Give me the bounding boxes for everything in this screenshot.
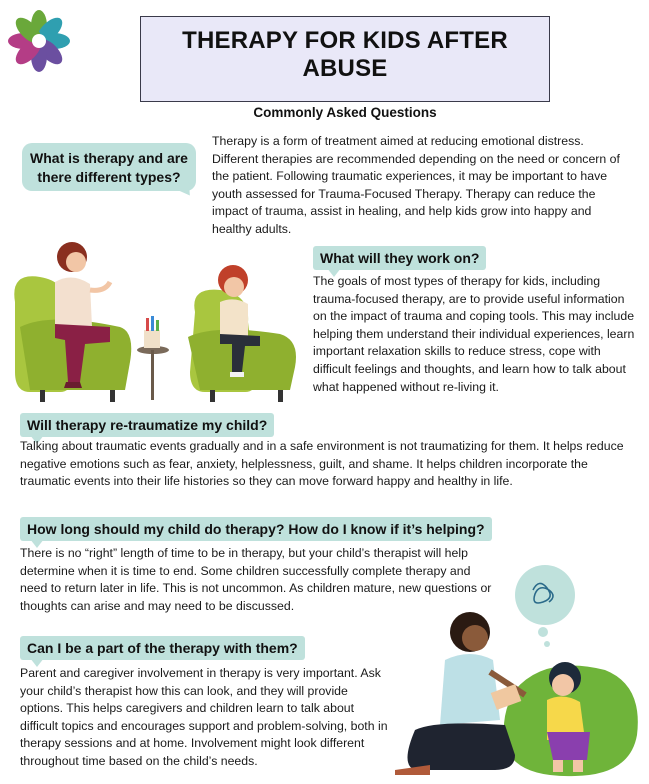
section-body-be-a-part: Parent and caregiver involvement in therapy is very important. Ask your child’s therapist how this can look, and they will provide options. This helps caregivers and children learn to talk about difficult topics and encourages support and problem-solving, both in therapy sessions and at home. Involvement might look different throughout time based on the child’s needs. bbox=[20, 666, 388, 768]
caregiver-and-child-illustration bbox=[375, 560, 645, 782]
section-body-what-is-therapy: Therapy is a form of treatment aimed at reducing emotional distress. Different therapies are recommended depending on the need or concern of the patient. Following traumatic experiences, it may be important to have youth assessed for Trauma-Focused Therapy. Therapy can reduce the impact of trauma, assist in healing, and help kids grow into happy and healthy adults. bbox=[212, 134, 620, 236]
section-heading-what-is-therapy: What is therapy and are there different types? bbox=[22, 143, 196, 191]
section-heading-re-traumatize: Will therapy re-traumatize my child? bbox=[20, 413, 274, 437]
section-heading-be-a-part: Can I be a part of the therapy with them? bbox=[20, 636, 305, 660]
page-title: THERAPY FOR KIDS AFTER ABUSE bbox=[182, 27, 508, 82]
flower-logo-icon bbox=[4, 6, 74, 76]
section-body-work-on: The goals of most types of therapy for kids, including trauma-focused therapy, are to provide useful information on the impact of trauma and coping tools. This may include helping them understand their individual experiences, learn important relaxation skills to reduce stress, cope with difficult feelings and thoughts, and learn how to talk about what happened without re-living it. bbox=[313, 274, 635, 394]
section-heading-work-on: What will they work on? bbox=[313, 246, 486, 270]
section-body-how-long: There is no “right” length of time to be in therapy, but your child’s therapist will help determine when it is time to end. Some children successfully complete therapy and need to return later in life. This is not uncommon. As children mature, new questions or thoughts can arise and may need to be discussed. bbox=[20, 546, 492, 613]
therapist-and-child-illustration bbox=[10, 232, 310, 407]
section-body-re-traumatize: Talking about traumatic events gradually and in a safe environment is not traumatizing for them. It helps reduce negative emotions such as fear, anxiety, helplessness, guilt, and shame. It helps children incorporate the traumatic events into their life histories so they can move forward happy and healthy in life. bbox=[20, 439, 624, 489]
page-subtitle: Commonly Asked Questions bbox=[253, 105, 437, 120]
title-box bbox=[140, 16, 550, 120]
section-heading-how-long: How long should my child do therapy? How do I know if it’s helping? bbox=[20, 517, 492, 541]
